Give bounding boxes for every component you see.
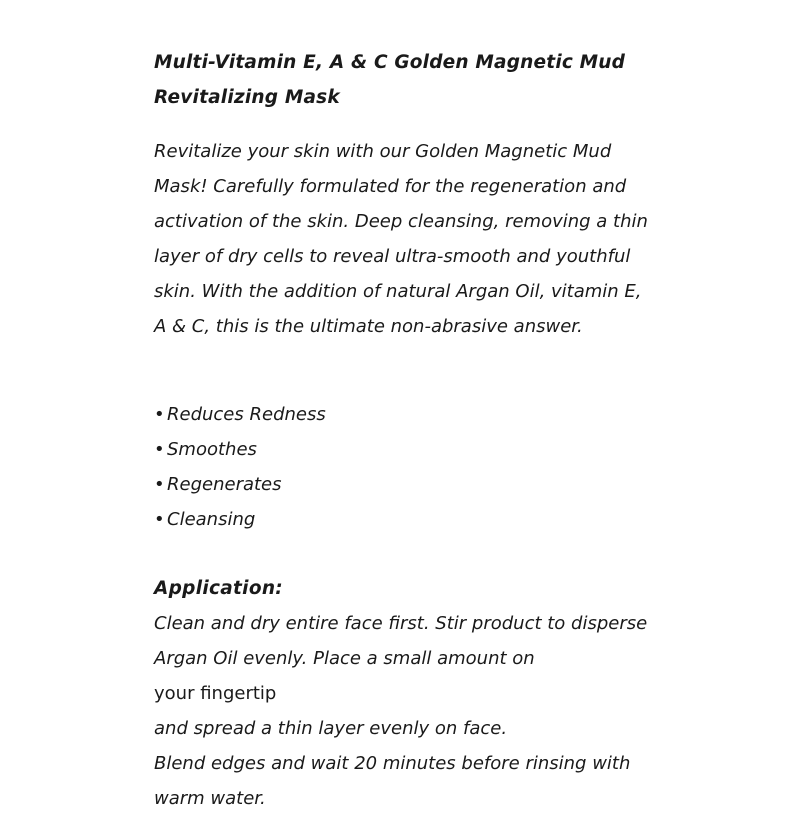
product-details xyxy=(154,45,674,816)
application-line: Blend edges and wait 20 minutes before rinsing with xyxy=(154,753,631,774)
description-line: A & C, this is the ultimate non-abrasive answer. xyxy=(154,316,583,337)
benefit-item xyxy=(154,432,674,467)
benefit-item xyxy=(154,502,674,537)
application-line: Clean and dry entire face first. Stir product to disperse xyxy=(154,613,648,634)
product-title xyxy=(154,45,674,115)
application-heading: Application: xyxy=(154,578,283,599)
bullet-icon: • xyxy=(154,509,165,530)
benefit-label: Reduces Redness xyxy=(167,404,326,425)
application-line xyxy=(154,676,674,746)
application-line-part: your fingertip xyxy=(154,683,277,704)
benefits-list xyxy=(154,397,674,537)
description-line: activation of the skin. Deep cleansing, removing a thin xyxy=(154,211,648,232)
bullet-icon: • xyxy=(154,474,165,495)
application-line: warm water. xyxy=(154,788,266,809)
product-title-line: Multi-Vitamin E, A & C Golden Magnetic Mud xyxy=(154,52,626,73)
bullet-icon: • xyxy=(154,439,165,460)
bullet-icon: • xyxy=(154,404,165,425)
application-instructions xyxy=(154,606,674,816)
description-line: layer of dry cells to reveal ultra-smooth and youthful xyxy=(154,246,631,267)
benefit-item xyxy=(154,467,674,502)
description-line: Mask! Carefully formulated for the regeneration and xyxy=(154,176,627,197)
product-description xyxy=(154,134,674,344)
product-title-line: Revitalizing Mask xyxy=(154,87,340,108)
benefit-label: Regenerates xyxy=(167,474,282,495)
benefit-label: Smoothes xyxy=(167,439,257,460)
description-line: Revitalize your skin with our Golden Magnetic Mud xyxy=(154,141,612,162)
application-line-part: and spread a thin layer evenly on face. xyxy=(154,718,508,739)
benefit-item xyxy=(154,397,674,432)
application-line: Argan Oil evenly. Place a small amount on xyxy=(154,648,535,669)
benefit-label: Cleansing xyxy=(167,509,256,530)
description-line: skin. With the addition of natural Argan Oil, vitamin E, xyxy=(154,281,642,302)
